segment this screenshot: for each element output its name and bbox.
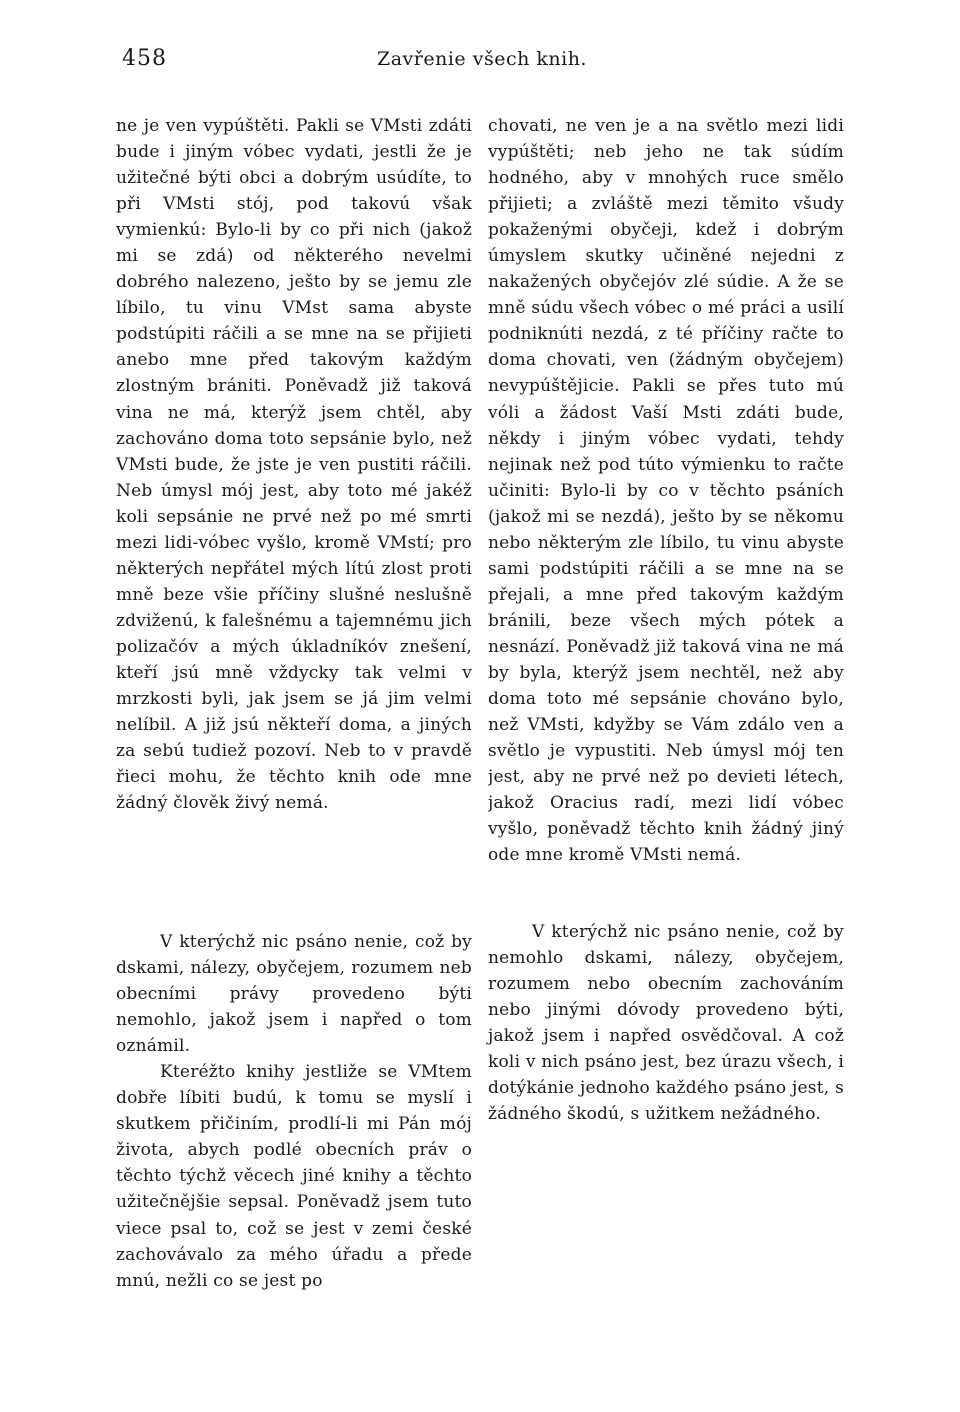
page-number: 458: [122, 46, 167, 71]
paragraph: Kteréžto knihy jestliže se VMtem dobře líbiti budú, k tomu se myslí i skutkem přičiním, prodlí-li mi Pán mój života, abych podlé obecních práv o těchto týchž věcech jiné knihy a těchto užitečnějšie sepsal. Poněvadž jsem tuto viece psal to, což se jest v zemi české zachovávalo za mého úřadu a přede mnú, nežli co se jest po: [116, 1062, 472, 1291]
right-column: [488, 113, 844, 1127]
paragraph: V kterýchž nic psáno nenie, což by nemohlo dskami, nálezy, obyčejem, rozumem nebo obecním zachováním nebo jinými dóvody provedeno býti, jakož jsem i napřed osvědčoval. A což koli v nich psáno jest, bez úrazu všech, i dotýkánie jednoho každého psáno jest, s žádného škodú, s užitkem nežádného.: [488, 922, 844, 1125]
page-header: [122, 46, 842, 80]
paragraph: chovati, ne ven je a na světlo mezi lidi vypúštěti; neb jeho ne tak súdím hodného, aby v mnohých ruce smělo přijieti; a zvláště mezi těmito všudy pokaženými obyčeji, kdež i dobrým úmyslem skutky učiněné nejedni z nakažených obyčejóv zlé súdie. A že se mně súdu všech vóbec o mé práci a usilí podniknúti nezdá, z té příčiny račte to doma chovati, ven (žádným obyčejem) nevypúštějicie. Pakli se přes tuto mú vóli a žádost Vaší Msti zdáti bude, někdy i jiným vóbec vydati, tehdy nejinak než pod túto výmienku to račte učiniti: Bylo-li by co v těchto psáních (jakož mi se nezdá), ještо by se někomu nebo některým zle líbilo, tu vinu abyste sami podstúpiti ráčili a se mne na se přejali, a mne před takovým každým bránili, beze všech mých pótek a nesnází. Poněvadž již taková vina ne má by byla, kterýž jsem nechtěl, než aby doma toto mé sepsánie chováno bylo, než VMsti, kdyžby se Vám zdálo ven a světlo je vypustiti. Neb úmysl mój ten jest, aby ne prvé než po devieti létech, jakož Oracius radí, mezi lidí vóbec vyšlo, poněvadž těchto knih žádný jiný ode mne kromě VMsti nemá.: [488, 116, 844, 866]
paragraph: V kterýchž nic psáno nenie, což by dskami, nálezy, obyčejem, rozumem neb obecními právy provedeno býti nemohlo, jakož jsem i napřed o tom oznámil.: [116, 932, 472, 1057]
left-column: [116, 113, 472, 1294]
paragraph: ne je ven vypúštěti. Pakli se VMsti zdáti bude i jiným vóbec vydati, jestli že je užitečné býti obci a dobrým usúdíte, to při VMsti stój, pod takovú však vymienkú: Bylo-li by co při nich (jakož mi se zdá) od některého nevelmi dobrého nalezeno, ještо by se jemu zle líbilo, tu vinu VMst sama abyste podstúpiti ráčili a se mne na se přijieti anebo mne před takovým každým zlostným brániti. Poněvadž již taková vina ne má, kterýž jsem chtěl, aby zachováno doma toto sepsánie bylo, než VMsti bude, že jste je ven pustiti ráčili. Neb úmysl mój jest, aby toto mé jakéž koli sepsánie ne prvé než po mé smrti mezi lidi-vóbec vyšlo, kromě VMstí; pro některých nepřátel mých lítú zlost proti mně beze všie příčiny slušné neslušně zdviženú, k falešnému a tajemnému jich polizačóv a mých úkladníkóv znešení, kteří jsú mně vždycky tak velmi v mrzkosti byli, jak jsem se já jim velmi nelíbil. A již jsú někteří doma, a jiných za sebú tudiež pozoví. Neb to v pravdě řieci mohu, že těchto knih ode mne žádný člověk živý nemá.: [116, 116, 472, 814]
running-title: Zavřenie všech knih.: [377, 48, 587, 70]
